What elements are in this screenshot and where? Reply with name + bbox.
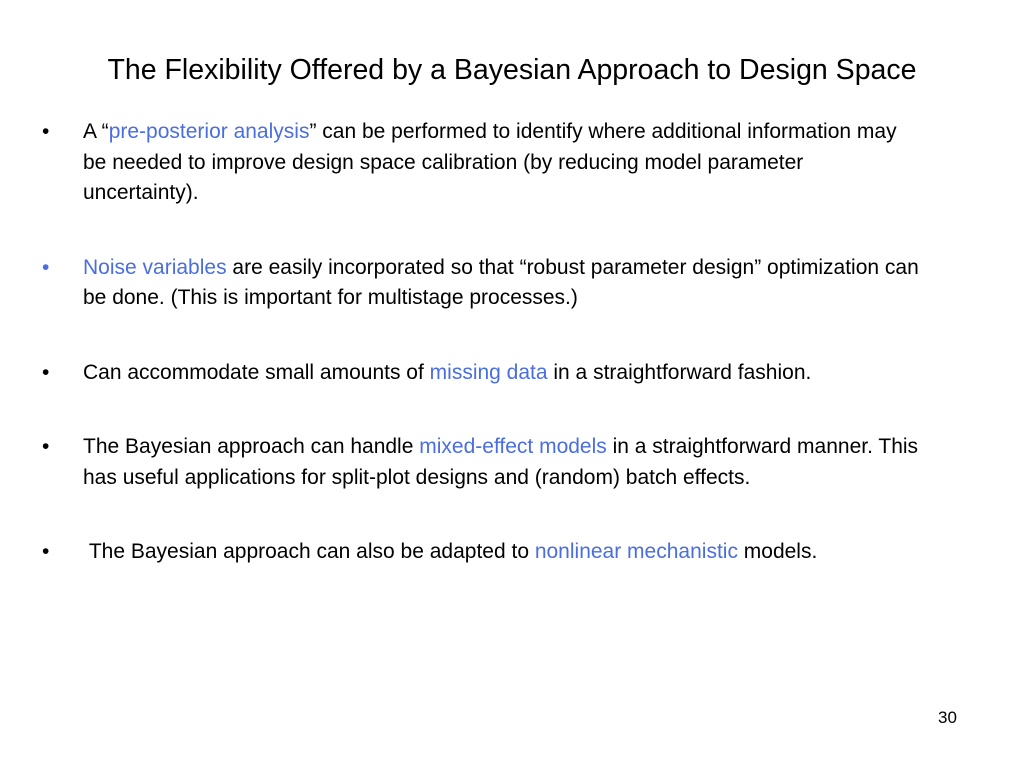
bullet-text-after: in a straightforward manner. This has useful applications for split-plot designs and (random) batch effects. xyxy=(83,435,919,489)
highlight-pre-posterior-analysis: pre-posterior analysis xyxy=(108,120,310,143)
bullet-dot-icon: • xyxy=(42,255,50,279)
bullet-text-after: are easily incorporated so that “robust parameter design” optimization can be done. (This is important for multistage processes.) xyxy=(83,255,919,309)
bullet-text-before: The Bayesian approach can handle xyxy=(83,435,420,458)
bullet-item-pre-posterior-analysis xyxy=(40,117,920,209)
bullet-text-after: in a straightforward fashion. xyxy=(547,360,812,384)
bullet-text-after: ” can be performed to identify where additional information may be needed to improve design space calibration (by reducing model parameter uncertainty). xyxy=(83,120,897,204)
bullet-dot-icon: • xyxy=(42,120,50,143)
bullet-list xyxy=(40,117,920,612)
highlight-missing-data: missing data xyxy=(429,360,548,384)
bullet-item-noise-variables xyxy=(40,253,920,314)
bullet-text-before: Can accommodate small amounts of xyxy=(83,360,430,384)
highlight-nonlinear-mechanistic: nonlinear mechanistic xyxy=(534,540,738,563)
bullet-text-before: The Bayesian approach can also be adapted to xyxy=(83,540,535,563)
bullet-text-after: models. xyxy=(737,540,818,563)
bullet-item-missing-data xyxy=(40,358,920,389)
bullet-item-nonlinear-mechanistic xyxy=(40,537,920,568)
bullet-dot-icon: • xyxy=(42,360,50,384)
highlight-noise-variables: Noise variables xyxy=(83,255,227,279)
slide-title: The Flexibility Offered by a Bayesian Approach to Design Space xyxy=(107,54,917,86)
bullet-dot-icon: • xyxy=(42,540,50,563)
highlight-mixed-effect-models: mixed-effect models xyxy=(419,435,607,458)
bullet-item-mixed-effect-models xyxy=(40,432,920,493)
bullet-text-before: A “ xyxy=(83,120,109,143)
bullet-dot-icon: • xyxy=(42,435,50,458)
page-number: 30 xyxy=(938,708,957,727)
